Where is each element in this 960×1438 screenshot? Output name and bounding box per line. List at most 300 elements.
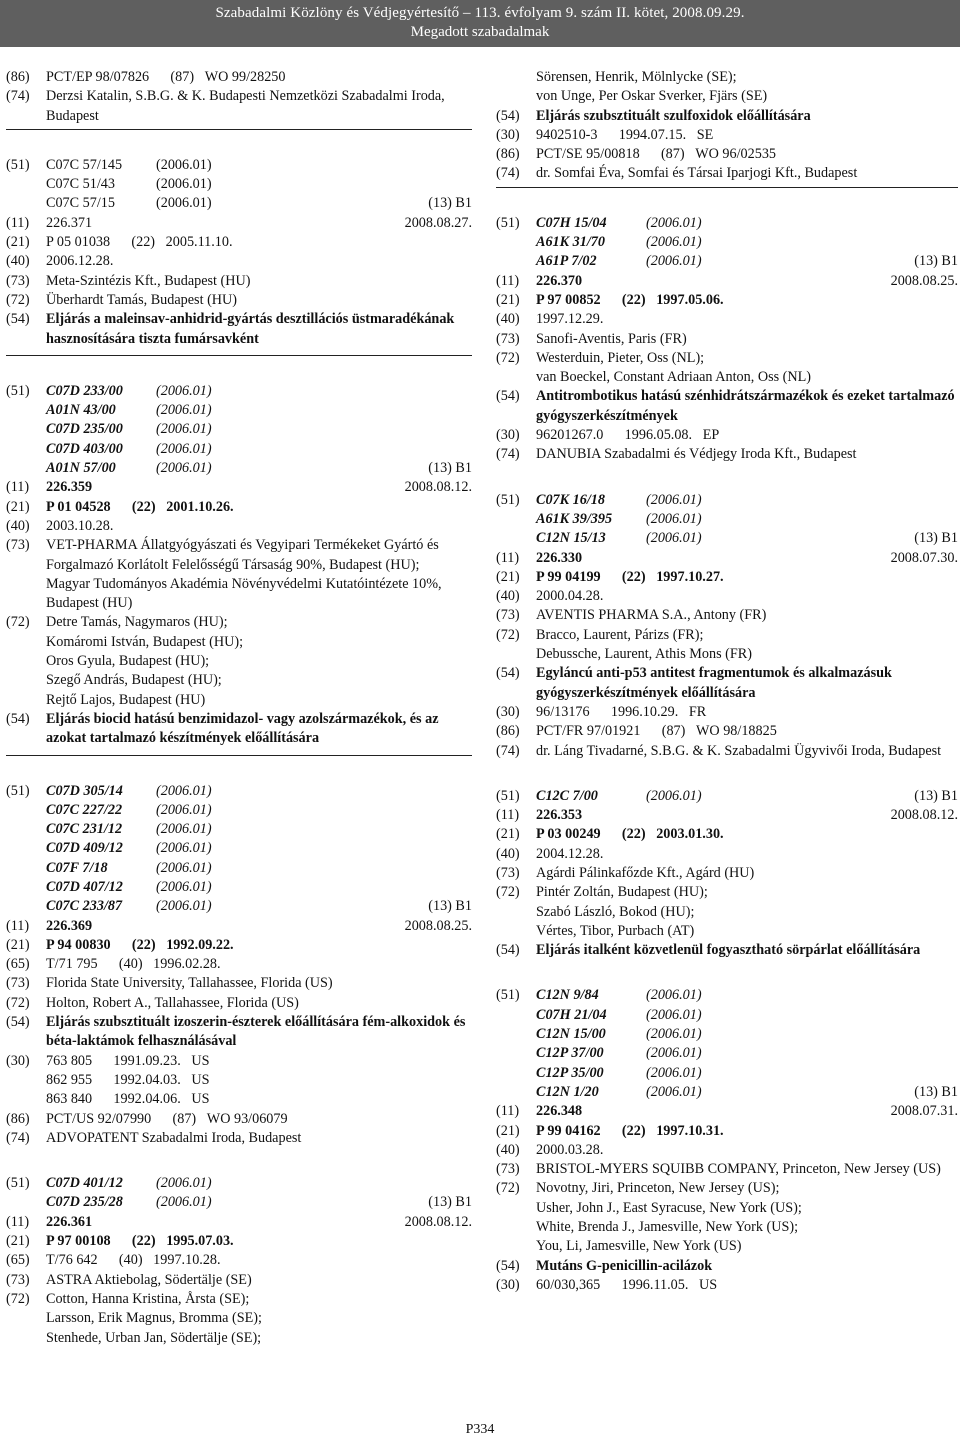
field-value — [536, 1160, 958, 1179]
classification — [536, 1006, 958, 1025]
field-text: 226.371 — [46, 214, 93, 231]
kind-code: (13) B1 — [428, 1194, 472, 1211]
journal-title: Szabadalmi Közlöny és Védjegyértesítő – 113. évfolyam 9. szám II. kötet, 2008.09.29. — [215, 5, 745, 21]
field-value — [536, 145, 958, 164]
field-value — [46, 478, 472, 497]
patent-entry — [496, 491, 958, 761]
field-text: Mutáns G-penicillin-acilázok — [536, 1257, 713, 1274]
field-code — [6, 440, 46, 459]
field-code — [6, 897, 46, 916]
field-row — [6, 291, 472, 310]
entry-separator — [6, 355, 472, 356]
field-text: PCT/SE 95/00818 (87) WO 96/02535 — [536, 146, 777, 163]
ipc-version: (2006.01) — [156, 821, 212, 838]
patent-entry — [6, 156, 472, 356]
ipc-class: A61K 39/395 — [536, 510, 613, 527]
field-row — [6, 917, 472, 936]
field-text: 226.361 — [46, 1213, 93, 1230]
classification-row — [6, 156, 472, 175]
field-text: 96/13176 1996.10.29. FR — [536, 703, 707, 720]
field-text: P 97 00852 (22) 1997.05.06. — [536, 291, 724, 308]
ipc-class: A01N 43/00 — [46, 402, 116, 419]
field-value — [536, 310, 958, 329]
field-code: (73) — [496, 1161, 520, 1178]
field-row — [496, 722, 958, 741]
ipc-version: (2006.01) — [646, 214, 702, 231]
classification — [46, 897, 472, 916]
field-value — [46, 1271, 472, 1290]
ipc-class: C07F 7/18 — [46, 859, 108, 876]
classification-row — [496, 986, 958, 1005]
field-value — [536, 742, 958, 761]
field-row — [496, 806, 958, 825]
field-text: PCT/EP 98/07826 (87) WO 99/28250 — [46, 69, 286, 85]
field-text: 60/030,365 1996.11.05. US — [536, 1276, 718, 1293]
ipc-version: (2006.01) — [646, 1045, 702, 1062]
field-row — [6, 994, 472, 1013]
field-code: (11) — [496, 549, 520, 566]
field-value — [46, 1110, 472, 1129]
field-text: 226.330 — [536, 549, 583, 566]
field-value — [46, 536, 472, 613]
ipc-version: (2006.01) — [156, 176, 212, 193]
field-row — [6, 1052, 472, 1110]
field-row — [496, 1141, 958, 1160]
field-code — [496, 510, 536, 529]
classification-row — [6, 194, 472, 213]
classification-row — [496, 233, 958, 252]
field-code: (30) — [496, 1276, 520, 1293]
entry-separator — [6, 755, 472, 756]
field-row — [6, 536, 472, 613]
right-column — [496, 68, 958, 1321]
ipc-version: (2006.01) — [646, 787, 702, 804]
field-text: Eljárás italként közvetlenül fogyasztható sörpárlat előállítására — [536, 942, 921, 959]
field-text: P 99 04162 (22) 1997.10.31. — [536, 1122, 724, 1139]
field-row — [496, 291, 958, 310]
field-code: (21) — [6, 1233, 30, 1250]
field-row — [6, 1110, 472, 1129]
kind-code: (13) B1 — [428, 195, 472, 212]
section-title: Megadott szabadalmak — [410, 24, 550, 40]
field-text: PCT/FR 97/01921 (87) WO 98/18825 — [536, 723, 777, 740]
kind-code: (13) B1 — [428, 898, 472, 915]
ipc-class: C07C 231/12 — [46, 821, 123, 838]
field-row — [496, 587, 958, 606]
field-code — [496, 252, 536, 271]
field-code: (51) — [496, 987, 520, 1004]
classification-row — [6, 859, 472, 878]
field-value — [46, 1290, 472, 1348]
ipc-class: C07D 305/14 — [46, 782, 123, 799]
classification-row — [6, 839, 472, 858]
field-date: 2008.08.12. — [404, 1213, 472, 1230]
field-code: (72) — [6, 291, 30, 308]
field-row — [496, 445, 958, 464]
field-text: T/71 795 (40) 1996.02.28. — [46, 956, 221, 973]
field-code: (54) — [496, 1257, 520, 1274]
field-text: Pintér Zoltán, Budapest (HU); Szabó László, Bokod (HU); Vértes, Tibor, Purbach (AT) — [536, 884, 708, 939]
ipc-version: (2006.01) — [156, 1194, 212, 1211]
field-row — [496, 272, 958, 291]
field-code: (54) — [6, 710, 30, 727]
field-row — [496, 883, 958, 941]
field-text: 226.359 — [46, 479, 93, 496]
field-code: (21) — [6, 234, 30, 251]
field-code — [6, 859, 46, 878]
classification — [536, 529, 958, 548]
field-code: (51) — [6, 782, 30, 799]
field-text: Cotton, Hanna Kristina, Årsta (SE); Larsson, Erik Magnus, Bromma (SE); Stenhede, Urban Jan, Södertälje (SE); — [46, 1290, 262, 1346]
classification-row — [6, 440, 472, 459]
classification-row — [6, 801, 472, 820]
field-value — [536, 1141, 958, 1160]
field-value — [536, 445, 958, 464]
ipc-version: (2006.01) — [156, 840, 212, 857]
classification-row — [6, 897, 472, 916]
field-value — [536, 107, 958, 126]
ipc-class: C12N 1/20 — [536, 1083, 599, 1100]
field-date: 2008.08.12. — [890, 807, 958, 824]
field-code: (73) — [496, 864, 520, 881]
classification — [46, 175, 472, 194]
field-value — [536, 1276, 958, 1295]
field-code — [6, 420, 46, 439]
field-date: 2008.08.27. — [404, 214, 472, 231]
field-row — [6, 1290, 472, 1348]
field-text: Antitrombotikus hatású szénhidrátszármazékok és ezeket tartalmazó gyógyszerkészítmények — [536, 388, 955, 424]
field-value — [536, 349, 958, 388]
field-value — [536, 941, 958, 960]
field-row — [496, 349, 958, 388]
patent-entry — [496, 986, 958, 1295]
field-code: (11) — [496, 807, 520, 824]
field-code: (51) — [6, 382, 30, 399]
classification — [46, 420, 472, 439]
field-value — [46, 291, 472, 310]
field-code — [6, 459, 46, 478]
field-text: P 94 00830 (22) 1992.09.22. — [46, 936, 234, 953]
field-code — [6, 801, 46, 820]
field-value — [46, 310, 472, 349]
classification — [536, 1064, 958, 1083]
ipc-class: C07C 51/43 — [46, 176, 115, 193]
classification — [536, 491, 958, 510]
field-text: 226.369 — [46, 917, 93, 934]
field-value — [46, 517, 472, 536]
kind-code: (13) B1 — [914, 530, 958, 547]
patent-entry — [6, 1174, 472, 1348]
field-row — [496, 426, 958, 445]
field-value — [46, 613, 472, 709]
field-value — [46, 87, 472, 126]
ipc-version: (2006.01) — [646, 234, 702, 251]
field-code: (74) — [496, 742, 520, 759]
ipc-class: C07D 233/00 — [46, 382, 123, 399]
field-value — [536, 568, 958, 587]
field-value — [46, 1013, 472, 1052]
classification-row — [6, 1174, 472, 1193]
kind-code: (13) B1 — [914, 1083, 958, 1100]
field-code: (86) — [6, 69, 30, 85]
field-date: 2008.07.31. — [890, 1103, 958, 1120]
ipc-class: C07H 15/04 — [536, 214, 607, 231]
field-code: (74) — [496, 446, 520, 463]
field-row — [6, 498, 472, 517]
classification — [46, 1193, 472, 1212]
classification-row — [496, 1083, 958, 1102]
field-code: (21) — [496, 826, 520, 843]
classification — [536, 1025, 958, 1044]
ipc-version: (2006.01) — [646, 253, 702, 270]
ipc-version: (2006.01) — [156, 402, 212, 419]
ipc-class: C07D 235/00 — [46, 421, 123, 438]
field-date: 2008.08.25. — [404, 917, 472, 934]
field-code — [496, 1083, 536, 1102]
field-code — [6, 175, 46, 194]
field-code — [6, 194, 46, 213]
field-row — [6, 214, 472, 233]
field-text: P 99 04199 (22) 1997.10.27. — [536, 568, 724, 585]
field-row — [496, 568, 958, 587]
field-text: P 97 00108 (22) 1995.07.03. — [46, 1233, 234, 1250]
field-text: Novotny, Jiri, Princeton, New Jersey (US); Usher, John J., East Syracuse, New York (US); White, Brenda J., Jamesville, New York (US); You, Li, Jamesville, New York (US) — [536, 1180, 802, 1255]
field-code: (72) — [6, 1290, 30, 1307]
field-code: (21) — [496, 291, 520, 308]
field-value — [46, 1251, 472, 1270]
page-header — [0, 0, 960, 47]
field-value — [536, 722, 958, 741]
field-code: (54) — [496, 107, 520, 124]
field-value — [46, 917, 472, 936]
field-text: PCT/US 92/07990 (87) WO 93/06079 — [46, 1110, 288, 1127]
ipc-version: (2006.01) — [156, 382, 212, 399]
field-text: 9402510-3 1994.07.15. SE — [536, 126, 714, 143]
field-code — [6, 839, 46, 858]
field-code: (11) — [6, 917, 30, 934]
field-text: 2006.12.28. — [46, 253, 114, 270]
classification-row — [6, 459, 472, 478]
field-code: (54) — [496, 388, 520, 405]
field-code: (21) — [6, 936, 30, 953]
field-value — [536, 825, 958, 844]
field-text: 226.348 — [536, 1103, 583, 1120]
field-value — [536, 1257, 958, 1276]
ipc-version: (2006.01) — [156, 1175, 212, 1192]
ipc-version: (2006.01) — [156, 421, 212, 438]
field-code: (40) — [6, 253, 30, 270]
field-code: (40) — [496, 1141, 520, 1158]
field-code: (74) — [6, 88, 30, 105]
field-value — [536, 864, 958, 883]
ipc-class: A61P 7/02 — [536, 253, 597, 270]
field-code: (54) — [6, 311, 30, 328]
field-code — [496, 1044, 536, 1063]
field-code: (73) — [6, 537, 30, 554]
classification — [536, 1083, 958, 1102]
field-text: Agárdi Pálinkafőzde Kft., Agárd (HU) — [536, 864, 755, 881]
ipc-version: (2006.01) — [646, 491, 702, 508]
field-code: (21) — [496, 568, 520, 585]
field-row — [496, 1122, 958, 1141]
field-date: 2008.08.12. — [404, 479, 472, 496]
field-value — [536, 126, 958, 145]
field-row — [6, 87, 472, 126]
field-code — [6, 401, 46, 420]
field-text: Sanofi-Aventis, Paris (FR) — [536, 330, 687, 347]
field-value — [46, 272, 472, 291]
field-row — [6, 310, 472, 349]
field-value — [536, 806, 958, 825]
field-code: (11) — [496, 1103, 520, 1120]
field-code: (51) — [496, 787, 520, 804]
field-code: (11) — [6, 479, 30, 496]
field-code: (72) — [496, 349, 520, 366]
field-row — [6, 1232, 472, 1251]
field-row — [496, 1102, 958, 1121]
field-row — [496, 1257, 958, 1276]
field-code: (51) — [496, 214, 520, 231]
field-text: Westerduin, Pieter, Oss (NL); van Boeckel, Constant Adriaan Anton, Oss (NL) — [536, 349, 812, 386]
field-code: (54) — [6, 1014, 30, 1031]
classification-row — [496, 491, 958, 510]
ipc-version: (2006.01) — [646, 530, 702, 547]
field-code: (72) — [6, 994, 30, 1011]
field-row — [496, 1179, 958, 1256]
field-value — [46, 1213, 472, 1232]
field-text: 2004.12.28. — [536, 845, 604, 862]
field-value — [46, 974, 472, 993]
field-value — [46, 1129, 472, 1148]
field-value — [46, 498, 472, 517]
ipc-version: (2006.01) — [646, 1083, 702, 1100]
ipc-class: C12C 7/00 — [536, 787, 598, 804]
field-value — [46, 68, 472, 87]
classification — [46, 194, 472, 213]
classification-row — [6, 401, 472, 420]
field-code: (11) — [6, 1213, 30, 1230]
field-text: 2000.04.28. — [536, 588, 604, 605]
field-text: DANUBIA Szabadalmi és Védjegy Iroda Kft., Budapest — [536, 446, 857, 463]
field-code: (73) — [496, 330, 520, 347]
ipc-version: (2006.01) — [156, 878, 212, 895]
classification-row — [496, 214, 958, 233]
field-text: Eljárás biocid hatású benzimidazol- vagy azolszármazékok, és az azokat tartalmazó készítmények előállítására — [46, 710, 439, 747]
field-value — [536, 164, 958, 183]
classification — [46, 440, 472, 459]
field-code — [496, 1064, 536, 1083]
field-row — [496, 742, 958, 761]
field-value — [536, 587, 958, 606]
ipc-class: C07C 57/15 — [46, 195, 115, 212]
field-code: (54) — [496, 665, 520, 682]
field-code: (72) — [496, 884, 520, 901]
field-code — [496, 1025, 536, 1044]
field-text: 2000.03.28. — [536, 1141, 604, 1158]
field-code: (73) — [6, 1271, 30, 1288]
field-code: (51) — [496, 491, 520, 508]
field-value — [46, 1052, 472, 1110]
classification-row — [6, 382, 472, 401]
field-text: 96201267.0 1996.05.08. EP — [536, 427, 720, 444]
classification — [536, 787, 958, 806]
field-value — [46, 233, 472, 252]
classification-row — [6, 782, 472, 801]
ipc-class: C07D 407/12 — [46, 878, 123, 895]
field-text: Meta-Szintézis Kft., Budapest (HU) — [46, 272, 251, 289]
ipc-version: (2006.01) — [156, 460, 212, 477]
field-code: (74) — [496, 165, 520, 182]
field-code: (65) — [6, 956, 30, 973]
classification-row — [496, 1006, 958, 1025]
field-value — [536, 68, 958, 107]
kind-code: (13) B1 — [914, 253, 958, 270]
field-text: Bracco, Laurent, Párizs (FR); Debussche, Laurent, Athis Mons (FR) — [536, 626, 752, 663]
classification-row — [496, 787, 958, 806]
field-code: (86) — [496, 723, 520, 740]
field-value — [46, 1232, 472, 1251]
field-code: (30) — [496, 126, 520, 143]
classification-row — [6, 175, 472, 194]
classification — [46, 459, 472, 478]
classification-row — [496, 1064, 958, 1083]
left-column — [6, 68, 472, 1374]
classification — [46, 401, 472, 420]
field-code: (54) — [496, 942, 520, 959]
classification-row — [6, 1193, 472, 1212]
field-code: (21) — [6, 498, 30, 515]
field-value — [536, 1122, 958, 1141]
field-code: (72) — [6, 614, 30, 631]
classification — [46, 382, 472, 401]
field-code — [6, 820, 46, 839]
field-code — [6, 878, 46, 897]
ipc-class: A01N 57/00 — [46, 460, 116, 477]
ipc-version: (2006.01) — [156, 801, 212, 818]
ipc-class: C07D 235/28 — [46, 1194, 123, 1211]
ipc-class: C07C 227/22 — [46, 801, 123, 818]
field-row — [6, 613, 472, 709]
field-code: (11) — [496, 272, 520, 289]
field-row — [6, 68, 472, 87]
field-text: 1997.12.29. — [536, 311, 604, 328]
field-code: (73) — [6, 975, 30, 992]
patent-entry — [496, 214, 958, 465]
field-text: Derzsi Katalin, S.B.G. & K. Budapesti Nemzetközi Szabadalmi Iroda, Budapest — [46, 88, 445, 124]
field-row — [6, 710, 472, 749]
field-code: (72) — [496, 1180, 520, 1197]
ipc-version: (2006.01) — [646, 987, 702, 1004]
field-text: P 01 04528 (22) 2001.10.26. — [46, 498, 234, 515]
field-row — [6, 1213, 472, 1232]
classification — [536, 1044, 958, 1063]
field-value — [46, 955, 472, 974]
ipc-version: (2006.01) — [646, 1064, 702, 1081]
field-value — [536, 1179, 958, 1256]
field-value — [536, 845, 958, 864]
field-text: Sörensen, Henrik, Mölnlycke (SE); von Unge, Per Oskar Sverker, Fjärs (SE) — [536, 69, 768, 105]
classification-row — [496, 1025, 958, 1044]
field-row — [6, 955, 472, 974]
field-code: (51) — [6, 1175, 30, 1192]
field-value — [536, 606, 958, 625]
field-code: (72) — [496, 626, 520, 643]
field-row — [496, 68, 958, 107]
ipc-class: C12P 37/00 — [536, 1045, 604, 1062]
kind-code: (13) B1 — [914, 787, 958, 804]
ipc-version: (2006.01) — [156, 859, 212, 876]
field-row — [496, 387, 958, 426]
